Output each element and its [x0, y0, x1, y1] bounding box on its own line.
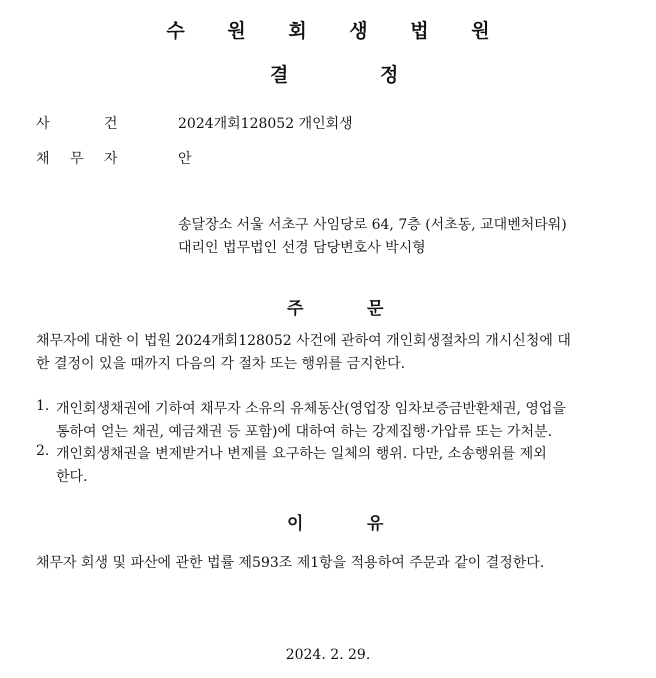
reason-heading-part1: 이 [287, 514, 304, 534]
order-item-number: 1. [36, 398, 50, 414]
order-item [36, 443, 636, 465]
debtor-label-part2: 무 [70, 151, 84, 167]
order-item-line: 통하여 얻는 채권, 예금채권 등 포함)에 대하여 하는 강제집행·가압류 또는 가처분. [56, 424, 553, 440]
court-name: 수 원 회 생 법 원 [166, 20, 508, 42]
case-label-part1: 사 [36, 116, 50, 132]
order-item-line: 한다. [56, 469, 88, 485]
case-number: 2024개회128052 개인회생 [178, 116, 353, 132]
reason-heading-part2: 유 [367, 514, 384, 534]
reason-text: 채무자 회생 및 파산에 관한 법률 제593조 제1항을 적용하여 주문과 같이 결정한다. [36, 555, 545, 571]
order-item-line: 개인회생채권에 기하여 채무자 소유의 유체동산(영업장 임차보증금반환채권, 영업을 [56, 401, 566, 417]
legal-agent: 대리인 법무법인 선경 담당변호사 박시형 [178, 240, 426, 256]
debtor-label-part3: 자 [104, 151, 118, 167]
debtor-name: 안 [178, 151, 192, 167]
order-heading-part2: 문 [367, 299, 384, 319]
document-title-part2: 정 [380, 64, 399, 86]
service-address: 송달장소 서울 서초구 사임당로 64, 7층 (서초동, 교대벤처타워) [178, 217, 567, 233]
order-item-continuation [36, 466, 636, 488]
document-title [0, 60, 656, 84]
order-item-continuation [36, 421, 636, 443]
order-text-line: 한 결정이 있을 때까지 다음의 각 절차 또는 행위를 금지한다. [36, 356, 406, 372]
order-item-line: 개인회생채권을 변제받거나 변제를 요구하는 일체의 행위. 다만, 소송행위를 제외 [56, 446, 547, 462]
order-item [36, 398, 636, 420]
debtor-label-part1: 채 [36, 151, 50, 167]
order-item-number: 2. [36, 443, 50, 459]
decision-date: 2024. 2. 29. [285, 647, 371, 663]
document-title-part1: 결 [270, 64, 289, 86]
order-text-line: 채무자에 대한 이 법원 2024개회128052 사건에 관하여 개인회생절차의 개시신청에 대 [36, 333, 571, 349]
order-heading-part1: 주 [287, 299, 304, 319]
case-label-part2: 건 [104, 116, 118, 132]
